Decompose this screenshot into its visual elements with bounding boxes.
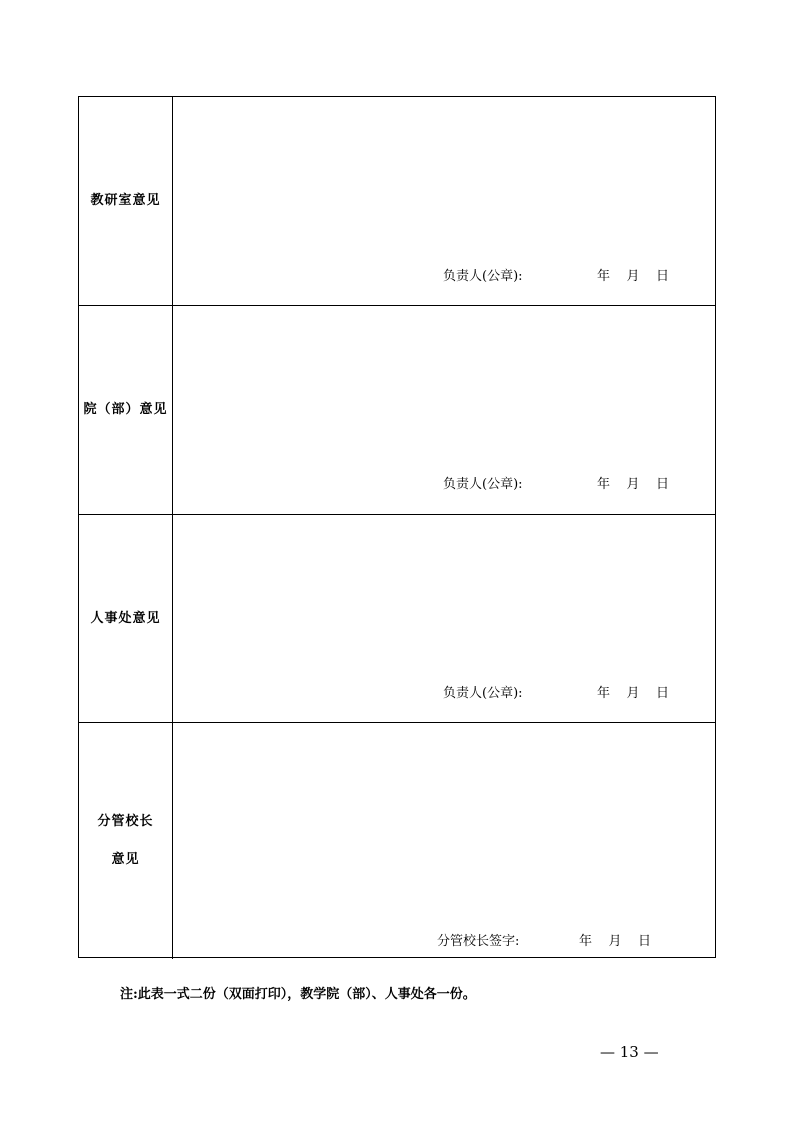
opinion-field[interactable]: [173, 306, 715, 514]
date-label: 年 月 日: [579, 934, 652, 949]
form-row-hr: [79, 515, 715, 723]
row-label: [79, 97, 173, 305]
row-label-text: 院（部）意见: [83, 402, 168, 417]
signature-line: [443, 682, 670, 701]
date-label: 年 月 日: [597, 269, 670, 284]
signature-line: [437, 930, 652, 949]
footnote: 注:此表一式二份（双面打印），教学院（部）、人事处各一份。: [120, 987, 476, 1002]
signature-line: [443, 473, 670, 492]
row-label: [79, 723, 173, 959]
form-row-teaching-office: [79, 97, 715, 306]
row-label-text: 教研室意见: [90, 193, 161, 208]
row-label-text: 意见: [111, 852, 140, 867]
date-label: 年 月 日: [597, 686, 670, 701]
row-label-text: 人事处意见: [90, 610, 161, 626]
opinion-field[interactable]: [173, 97, 715, 305]
approval-form-table: [78, 96, 716, 958]
form-row-vice-president: [79, 723, 715, 959]
page-number: — 13 —: [600, 1043, 659, 1061]
row-label: [79, 306, 173, 514]
signer-label: 分管校长签字:: [437, 934, 520, 949]
date-label: 年 月 日: [597, 477, 670, 492]
signer-label: 负责人(公章):: [443, 269, 523, 284]
signature-line: [443, 265, 670, 284]
form-row-college: [79, 306, 715, 515]
row-label: [79, 515, 173, 722]
row-label-text: 分管校长: [97, 814, 154, 829]
opinion-field[interactable]: [173, 515, 715, 722]
opinion-field[interactable]: [173, 723, 715, 959]
signer-label: 负责人(公章):: [443, 477, 523, 492]
signer-label: 负责人(公章):: [443, 686, 523, 701]
